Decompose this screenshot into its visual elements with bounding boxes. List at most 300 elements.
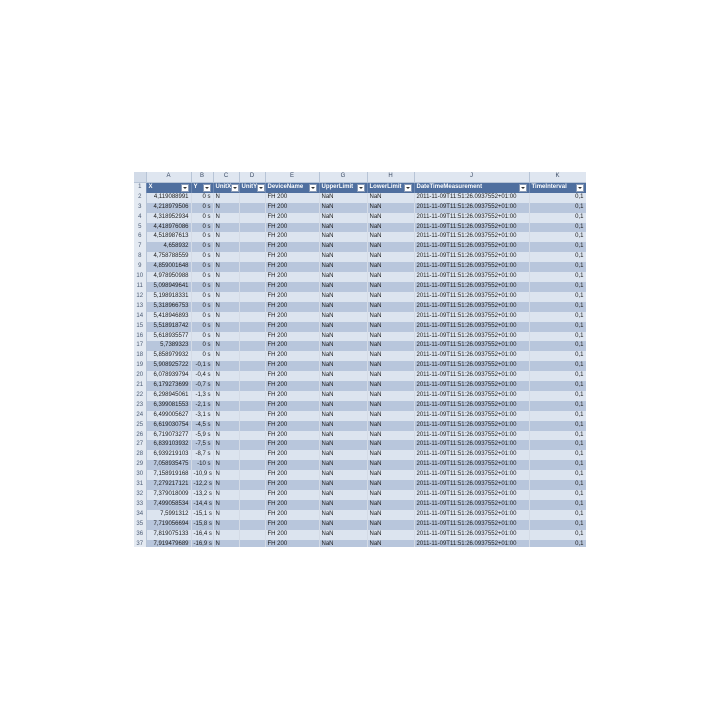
cell-datetime[interactable]: 2011-11-09T11:51:26.0937552+01:00 (414, 540, 529, 547)
cell-y[interactable]: -12,2 s (191, 480, 213, 490)
cell-timeinterval[interactable]: 0,1 (529, 540, 586, 547)
cell-y[interactable]: 0 s (191, 322, 213, 332)
cell-unitx[interactable]: N (213, 520, 239, 530)
row-number[interactable]: 13 (134, 302, 146, 312)
cell-y[interactable]: -1,3 s (191, 391, 213, 401)
cell-datetime[interactable]: 2011-11-09T11:51:26.0937552+01:00 (414, 232, 529, 242)
cell-devicename[interactable]: FH 200 (265, 421, 319, 431)
cell-unity[interactable] (239, 312, 265, 322)
cell-unitx[interactable]: N (213, 510, 239, 520)
cell-unity[interactable] (239, 450, 265, 460)
cell-x[interactable]: 4,978950988 (146, 272, 191, 282)
cell-unitx[interactable]: N (213, 530, 239, 540)
cell-y[interactable]: -13,2 s (191, 490, 213, 500)
filter-header-cell[interactable] (213, 182, 239, 192)
cell-upperlimit[interactable]: NaN (319, 361, 367, 371)
cell-unity[interactable] (239, 322, 265, 332)
cell-devicename[interactable]: FH 200 (265, 223, 319, 233)
cell-datetime[interactable]: 2011-11-09T11:51:26.0937552+01:00 (414, 530, 529, 540)
filter-dropdown-icon[interactable] (404, 184, 412, 192)
cell-timeinterval[interactable]: 0,1 (529, 411, 586, 421)
cell-lowerlimit[interactable]: NaN (367, 351, 414, 361)
row-number[interactable]: 33 (134, 500, 146, 510)
cell-lowerlimit[interactable]: NaN (367, 520, 414, 530)
row-number[interactable]: 15 (134, 322, 146, 332)
cell-unitx[interactable]: N (213, 470, 239, 480)
cell-upperlimit[interactable]: NaN (319, 530, 367, 540)
cell-y[interactable]: -0,1 s (191, 361, 213, 371)
cell-lowerlimit[interactable]: NaN (367, 312, 414, 322)
cell-x[interactable]: 5,318966753 (146, 302, 191, 312)
cell-lowerlimit[interactable]: NaN (367, 262, 414, 272)
cell-x[interactable]: 5,908925722 (146, 361, 191, 371)
row-number[interactable]: 19 (134, 361, 146, 371)
filter-header-cell[interactable] (529, 182, 586, 192)
row-number[interactable]: 29 (134, 460, 146, 470)
cell-upperlimit[interactable]: NaN (319, 411, 367, 421)
cell-timeinterval[interactable]: 0,1 (529, 490, 586, 500)
cell-datetime[interactable]: 2011-11-09T11:51:26.0937552+01:00 (414, 332, 529, 342)
cell-unity[interactable] (239, 351, 265, 361)
cell-devicename[interactable]: FH 200 (265, 470, 319, 480)
filter-dropdown-icon[interactable] (257, 184, 265, 192)
cell-devicename[interactable]: FH 200 (265, 193, 319, 203)
row-number[interactable]: 2 (134, 193, 146, 203)
cell-unitx[interactable]: N (213, 500, 239, 510)
cell-datetime[interactable]: 2011-11-09T11:51:26.0937552+01:00 (414, 460, 529, 470)
row-number[interactable]: 22 (134, 391, 146, 401)
cell-x[interactable]: 6,499005627 (146, 411, 191, 421)
cell-upperlimit[interactable]: NaN (319, 500, 367, 510)
cell-datetime[interactable]: 2011-11-09T11:51:26.0937552+01:00 (414, 312, 529, 322)
cell-datetime[interactable]: 2011-11-09T11:51:26.0937552+01:00 (414, 381, 529, 391)
cell-unitx[interactable]: N (213, 480, 239, 490)
filter-dropdown-icon[interactable] (203, 184, 211, 192)
cell-y[interactable]: 0 s (191, 262, 213, 272)
cell-y[interactable]: 0 s (191, 193, 213, 203)
cell-y[interactable]: -8,7 s (191, 450, 213, 460)
cell-timeinterval[interactable]: 0,1 (529, 193, 586, 203)
cell-datetime[interactable]: 2011-11-09T11:51:26.0937552+01:00 (414, 470, 529, 480)
cell-x[interactable]: 4,758788559 (146, 252, 191, 262)
column-header-a[interactable]: A (146, 172, 191, 182)
cell-unity[interactable] (239, 282, 265, 292)
cell-unity[interactable] (239, 401, 265, 411)
row-number[interactable]: 1 (134, 182, 146, 192)
cell-upperlimit[interactable]: NaN (319, 470, 367, 480)
cell-datetime[interactable]: 2011-11-09T11:51:26.0937552+01:00 (414, 520, 529, 530)
cell-x[interactable]: 4,119088991 (146, 193, 191, 203)
cell-x[interactable]: 6,078939794 (146, 371, 191, 381)
cell-x[interactable]: 4,518987613 (146, 232, 191, 242)
cell-y[interactable]: 0 s (191, 312, 213, 322)
column-header-d[interactable]: D (239, 172, 265, 182)
row-number[interactable]: 17 (134, 341, 146, 351)
cell-timeinterval[interactable]: 0,1 (529, 470, 586, 480)
cell-devicename[interactable]: FH 200 (265, 431, 319, 441)
cell-datetime[interactable]: 2011-11-09T11:51:26.0937552+01:00 (414, 361, 529, 371)
filter-header-cell[interactable] (239, 182, 265, 192)
cell-datetime[interactable]: 2011-11-09T11:51:26.0937552+01:00 (414, 213, 529, 223)
cell-unity[interactable] (239, 480, 265, 490)
cell-lowerlimit[interactable]: NaN (367, 401, 414, 411)
cell-unity[interactable] (239, 490, 265, 500)
cell-x[interactable]: 5,618935577 (146, 332, 191, 342)
cell-unitx[interactable]: N (213, 490, 239, 500)
cell-upperlimit[interactable]: NaN (319, 302, 367, 312)
cell-unity[interactable] (239, 193, 265, 203)
cell-unitx[interactable]: N (213, 292, 239, 302)
cell-timeinterval[interactable]: 0,1 (529, 312, 586, 322)
cell-devicename[interactable]: FH 200 (265, 341, 319, 351)
cell-timeinterval[interactable]: 0,1 (529, 341, 586, 351)
cell-upperlimit[interactable]: NaN (319, 431, 367, 441)
cell-y[interactable]: -15,1 s (191, 510, 213, 520)
column-header-g[interactable]: G (319, 172, 367, 182)
cell-devicename[interactable]: FH 200 (265, 440, 319, 450)
cell-datetime[interactable]: 2011-11-09T11:51:26.0937552+01:00 (414, 371, 529, 381)
cell-y[interactable]: 0 s (191, 282, 213, 292)
row-number[interactable]: 31 (134, 480, 146, 490)
cell-upperlimit[interactable]: NaN (319, 203, 367, 213)
cell-unitx[interactable]: N (213, 213, 239, 223)
cell-upperlimit[interactable]: NaN (319, 401, 367, 411)
cell-unitx[interactable]: N (213, 460, 239, 470)
cell-unity[interactable] (239, 540, 265, 547)
cell-lowerlimit[interactable]: NaN (367, 361, 414, 371)
column-header-j[interactable]: J (414, 172, 529, 182)
cell-timeinterval[interactable]: 0,1 (529, 361, 586, 371)
cell-unitx[interactable]: N (213, 203, 239, 213)
cell-timeinterval[interactable]: 0,1 (529, 272, 586, 282)
cell-unity[interactable] (239, 421, 265, 431)
cell-timeinterval[interactable]: 0,1 (529, 500, 586, 510)
cell-y[interactable]: -2,1 s (191, 401, 213, 411)
cell-timeinterval[interactable]: 0,1 (529, 371, 586, 381)
cell-x[interactable]: 7,5991312 (146, 510, 191, 520)
cell-y[interactable]: -0,4 s (191, 371, 213, 381)
cell-timeinterval[interactable]: 0,1 (529, 450, 586, 460)
row-number[interactable]: 5 (134, 223, 146, 233)
row-number[interactable]: 27 (134, 440, 146, 450)
cell-devicename[interactable]: FH 200 (265, 302, 319, 312)
row-number[interactable]: 3 (134, 203, 146, 213)
cell-devicename[interactable]: FH 200 (265, 282, 319, 292)
cell-unity[interactable] (239, 341, 265, 351)
cell-x[interactable]: 4,658932 (146, 242, 191, 252)
cell-unitx[interactable]: N (213, 431, 239, 441)
cell-y[interactable]: -0,7 s (191, 381, 213, 391)
cell-x[interactable]: 4,218979506 (146, 203, 191, 213)
cell-unity[interactable] (239, 262, 265, 272)
cell-lowerlimit[interactable]: NaN (367, 232, 414, 242)
cell-unity[interactable] (239, 431, 265, 441)
cell-lowerlimit[interactable]: NaN (367, 391, 414, 401)
cell-devicename[interactable]: FH 200 (265, 450, 319, 460)
cell-y[interactable]: -16,4 s (191, 530, 213, 540)
cell-unity[interactable] (239, 470, 265, 480)
cell-y[interactable]: -7,5 s (191, 440, 213, 450)
cell-upperlimit[interactable]: NaN (319, 282, 367, 292)
cell-devicename[interactable]: FH 200 (265, 530, 319, 540)
cell-unitx[interactable]: N (213, 540, 239, 547)
cell-unitx[interactable]: N (213, 252, 239, 262)
column-header-e[interactable]: E (265, 172, 319, 182)
row-number[interactable]: 12 (134, 292, 146, 302)
cell-lowerlimit[interactable]: NaN (367, 371, 414, 381)
cell-lowerlimit[interactable]: NaN (367, 282, 414, 292)
cell-datetime[interactable]: 2011-11-09T11:51:26.0937552+01:00 (414, 282, 529, 292)
cell-datetime[interactable]: 2011-11-09T11:51:26.0937552+01:00 (414, 203, 529, 213)
cell-timeinterval[interactable]: 0,1 (529, 242, 586, 252)
cell-lowerlimit[interactable]: NaN (367, 470, 414, 480)
cell-lowerlimit[interactable]: NaN (367, 540, 414, 547)
cell-lowerlimit[interactable]: NaN (367, 322, 414, 332)
row-number[interactable]: 18 (134, 351, 146, 361)
cell-datetime[interactable]: 2011-11-09T11:51:26.0937552+01:00 (414, 242, 529, 252)
row-number[interactable]: 35 (134, 520, 146, 530)
cell-unitx[interactable]: N (213, 322, 239, 332)
filter-dropdown-icon[interactable] (519, 184, 527, 192)
cell-unitx[interactable]: N (213, 411, 239, 421)
cell-timeinterval[interactable]: 0,1 (529, 322, 586, 332)
cell-y[interactable]: -10,9 s (191, 470, 213, 480)
row-number[interactable]: 34 (134, 510, 146, 520)
cell-x[interactable]: 6,719073277 (146, 431, 191, 441)
cell-unity[interactable] (239, 371, 265, 381)
cell-y[interactable]: -4,5 s (191, 421, 213, 431)
row-number[interactable]: 23 (134, 401, 146, 411)
filter-header-cell[interactable] (146, 182, 191, 192)
cell-lowerlimit[interactable]: NaN (367, 421, 414, 431)
cell-datetime[interactable]: 2011-11-09T11:51:26.0937552+01:00 (414, 440, 529, 450)
row-number[interactable]: 14 (134, 312, 146, 322)
cell-devicename[interactable]: FH 200 (265, 460, 319, 470)
cell-unitx[interactable]: N (213, 262, 239, 272)
row-number[interactable]: 25 (134, 421, 146, 431)
cell-datetime[interactable]: 2011-11-09T11:51:26.0937552+01:00 (414, 262, 529, 272)
cell-unity[interactable] (239, 440, 265, 450)
cell-y[interactable]: -5,9 s (191, 431, 213, 441)
cell-x[interactable]: 7,279217121 (146, 480, 191, 490)
cell-lowerlimit[interactable]: NaN (367, 242, 414, 252)
cell-timeinterval[interactable]: 0,1 (529, 213, 586, 223)
cell-y[interactable]: 0 s (191, 292, 213, 302)
cell-devicename[interactable]: FH 200 (265, 213, 319, 223)
cell-lowerlimit[interactable]: NaN (367, 341, 414, 351)
cell-x[interactable]: 5,518918742 (146, 322, 191, 332)
cell-x[interactable]: 7,379018009 (146, 490, 191, 500)
cell-datetime[interactable]: 2011-11-09T11:51:26.0937552+01:00 (414, 272, 529, 282)
cell-upperlimit[interactable]: NaN (319, 540, 367, 547)
cell-datetime[interactable]: 2011-11-09T11:51:26.0937552+01:00 (414, 302, 529, 312)
cell-unitx[interactable]: N (213, 332, 239, 342)
cell-timeinterval[interactable]: 0,1 (529, 440, 586, 450)
cell-upperlimit[interactable]: NaN (319, 292, 367, 302)
row-number[interactable]: 36 (134, 530, 146, 540)
cell-x[interactable]: 6,298945061 (146, 391, 191, 401)
cell-unitx[interactable]: N (213, 391, 239, 401)
cell-unitx[interactable]: N (213, 242, 239, 252)
cell-lowerlimit[interactable]: NaN (367, 440, 414, 450)
cell-unity[interactable] (239, 361, 265, 371)
cell-devicename[interactable]: FH 200 (265, 500, 319, 510)
row-number[interactable]: 20 (134, 371, 146, 381)
cell-x[interactable]: 7,819075133 (146, 530, 191, 540)
cell-unity[interactable] (239, 232, 265, 242)
cell-unitx[interactable]: N (213, 302, 239, 312)
cell-unitx[interactable]: N (213, 193, 239, 203)
cell-upperlimit[interactable]: NaN (319, 391, 367, 401)
cell-unitx[interactable]: N (213, 232, 239, 242)
row-number[interactable]: 9 (134, 262, 146, 272)
cell-lowerlimit[interactable]: NaN (367, 223, 414, 233)
cell-upperlimit[interactable]: NaN (319, 272, 367, 282)
cell-x[interactable]: 7,919479689 (146, 540, 191, 547)
cell-x[interactable]: 4,859001648 (146, 262, 191, 272)
column-header-h[interactable]: H (367, 172, 414, 182)
cell-upperlimit[interactable]: NaN (319, 242, 367, 252)
cell-y[interactable]: -16,9 s (191, 540, 213, 547)
cell-timeinterval[interactable]: 0,1 (529, 381, 586, 391)
cell-devicename[interactable]: FH 200 (265, 232, 319, 242)
cell-y[interactable]: 0 s (191, 252, 213, 262)
cell-upperlimit[interactable]: NaN (319, 332, 367, 342)
cell-x[interactable]: 4,418976086 (146, 223, 191, 233)
cell-x[interactable]: 4,318952934 (146, 213, 191, 223)
cell-y[interactable]: 0 s (191, 351, 213, 361)
cell-datetime[interactable]: 2011-11-09T11:51:26.0937552+01:00 (414, 322, 529, 332)
cell-unitx[interactable]: N (213, 312, 239, 322)
cell-x[interactable]: 6,619030754 (146, 421, 191, 431)
cell-devicename[interactable]: FH 200 (265, 480, 319, 490)
cell-x[interactable]: 6,839103932 (146, 440, 191, 450)
cell-unitx[interactable]: N (213, 421, 239, 431)
cell-devicename[interactable]: FH 200 (265, 272, 319, 282)
cell-devicename[interactable]: FH 200 (265, 381, 319, 391)
row-number[interactable]: 26 (134, 431, 146, 441)
cell-timeinterval[interactable]: 0,1 (529, 460, 586, 470)
cell-unity[interactable] (239, 252, 265, 262)
filter-dropdown-icon[interactable] (357, 184, 365, 192)
cell-lowerlimit[interactable]: NaN (367, 203, 414, 213)
cell-x[interactable]: 7,499058534 (146, 500, 191, 510)
cell-unity[interactable] (239, 242, 265, 252)
cell-unitx[interactable]: N (213, 381, 239, 391)
cell-upperlimit[interactable]: NaN (319, 450, 367, 460)
row-number[interactable]: 37 (134, 540, 146, 547)
cell-devicename[interactable]: FH 200 (265, 242, 319, 252)
cell-unitx[interactable]: N (213, 351, 239, 361)
cell-datetime[interactable]: 2011-11-09T11:51:26.0937552+01:00 (414, 490, 529, 500)
cell-upperlimit[interactable]: NaN (319, 490, 367, 500)
cell-unity[interactable] (239, 510, 265, 520)
cell-upperlimit[interactable]: NaN (319, 381, 367, 391)
cell-unity[interactable] (239, 381, 265, 391)
cell-upperlimit[interactable]: NaN (319, 252, 367, 262)
cell-lowerlimit[interactable]: NaN (367, 381, 414, 391)
cell-timeinterval[interactable]: 0,1 (529, 510, 586, 520)
cell-upperlimit[interactable]: NaN (319, 341, 367, 351)
cell-unitx[interactable]: N (213, 440, 239, 450)
cell-timeinterval[interactable]: 0,1 (529, 401, 586, 411)
cell-upperlimit[interactable]: NaN (319, 460, 367, 470)
cell-x[interactable]: 5,7389323 (146, 341, 191, 351)
cell-datetime[interactable]: 2011-11-09T11:51:26.0937552+01:00 (414, 401, 529, 411)
cell-y[interactable]: -10 s (191, 460, 213, 470)
filter-header-cell[interactable] (191, 182, 213, 192)
filter-header-cell[interactable] (414, 182, 529, 192)
cell-lowerlimit[interactable]: NaN (367, 272, 414, 282)
row-number[interactable]: 11 (134, 282, 146, 292)
cell-datetime[interactable]: 2011-11-09T11:51:26.0937552+01:00 (414, 351, 529, 361)
cell-devicename[interactable]: FH 200 (265, 351, 319, 361)
cell-upperlimit[interactable]: NaN (319, 223, 367, 233)
cell-unity[interactable] (239, 391, 265, 401)
cell-unitx[interactable]: N (213, 361, 239, 371)
cell-devicename[interactable]: FH 200 (265, 203, 319, 213)
cell-x[interactable]: 5,418946893 (146, 312, 191, 322)
cell-unity[interactable] (239, 500, 265, 510)
cell-unity[interactable] (239, 332, 265, 342)
row-number[interactable]: 21 (134, 381, 146, 391)
cell-y[interactable]: -14,4 s (191, 500, 213, 510)
cell-timeinterval[interactable]: 0,1 (529, 391, 586, 401)
cell-unitx[interactable]: N (213, 341, 239, 351)
row-number[interactable]: 24 (134, 411, 146, 421)
cell-lowerlimit[interactable]: NaN (367, 510, 414, 520)
column-header-k[interactable]: K (529, 172, 586, 182)
cell-unity[interactable] (239, 292, 265, 302)
cell-lowerlimit[interactable]: NaN (367, 450, 414, 460)
cell-datetime[interactable]: 2011-11-09T11:51:26.0937552+01:00 (414, 193, 529, 203)
cell-timeinterval[interactable]: 0,1 (529, 262, 586, 272)
column-header-c[interactable]: C (213, 172, 239, 182)
cell-y[interactable]: 0 s (191, 203, 213, 213)
cell-unitx[interactable]: N (213, 282, 239, 292)
cell-datetime[interactable]: 2011-11-09T11:51:26.0937552+01:00 (414, 480, 529, 490)
filter-dropdown-icon[interactable] (309, 184, 317, 192)
cell-timeinterval[interactable]: 0,1 (529, 431, 586, 441)
cell-x[interactable]: 7,719056694 (146, 520, 191, 530)
cell-timeinterval[interactable]: 0,1 (529, 480, 586, 490)
cell-unity[interactable] (239, 213, 265, 223)
cell-timeinterval[interactable]: 0,1 (529, 520, 586, 530)
cell-timeinterval[interactable]: 0,1 (529, 203, 586, 213)
filter-dropdown-icon[interactable] (231, 184, 239, 192)
cell-datetime[interactable]: 2011-11-09T11:51:26.0937552+01:00 (414, 421, 529, 431)
cell-unity[interactable] (239, 520, 265, 530)
cell-lowerlimit[interactable]: NaN (367, 500, 414, 510)
cell-datetime[interactable]: 2011-11-09T11:51:26.0937552+01:00 (414, 450, 529, 460)
cell-datetime[interactable]: 2011-11-09T11:51:26.0937552+01:00 (414, 252, 529, 262)
cell-y[interactable]: 0 s (191, 213, 213, 223)
cell-y[interactable]: 0 s (191, 272, 213, 282)
cell-datetime[interactable]: 2011-11-09T11:51:26.0937552+01:00 (414, 500, 529, 510)
cell-y[interactable]: -3,1 s (191, 411, 213, 421)
cell-lowerlimit[interactable]: NaN (367, 530, 414, 540)
cell-unitx[interactable]: N (213, 401, 239, 411)
cell-datetime[interactable]: 2011-11-09T11:51:26.0937552+01:00 (414, 223, 529, 233)
cell-datetime[interactable]: 2011-11-09T11:51:26.0937552+01:00 (414, 341, 529, 351)
spreadsheet-grid[interactable] (134, 172, 586, 547)
cell-lowerlimit[interactable]: NaN (367, 431, 414, 441)
filter-dropdown-icon[interactable] (181, 184, 189, 192)
cell-devicename[interactable]: FH 200 (265, 361, 319, 371)
cell-timeinterval[interactable]: 0,1 (529, 302, 586, 312)
cell-devicename[interactable]: FH 200 (265, 312, 319, 322)
cell-devicename[interactable]: FH 200 (265, 490, 319, 500)
